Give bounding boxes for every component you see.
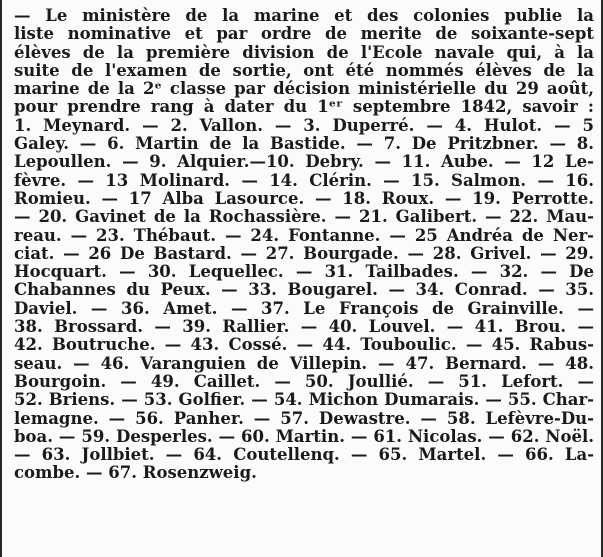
article-line: reau. — 23. Thébaut. — 24. Fontanne. — 25 Andréa de Ner-: [14, 226, 594, 245]
article-line: pour prendre rang à dater du 1ᵉʳ septembre 1842, savoir :: [14, 98, 594, 117]
article-line: boa. — 59. Desperles. — 60. Martin. — 61. Nicolas. — 62. Noël.: [14, 427, 594, 446]
article-line: 1. Meynard. — 2. Vallon. — 3. Duperré. — 4. Hulot. — 5: [14, 116, 594, 135]
article-line: Bourgoin. — 49. Caillet. — 50. Joullié. — 51. Lefort. —: [14, 372, 594, 391]
article-line: Chabannes du Peux. — 33. Bougarel. — 34. Conrad. — 35.: [14, 281, 594, 300]
article-line: — 20. Gavinet de la Rochassière. — 21. Galibert. — 22. Mau-: [14, 208, 594, 227]
article-line: Romieu. — 17 Alba Lasource. — 18. Roux. — 19. Perrotte.: [14, 189, 594, 208]
article-line: Daviel. — 36. Amet. — 37. Le François de Grainville. —: [14, 299, 594, 318]
article-text: [14, 7, 594, 483]
article-line: marine de la 2ᵉ classe par décision ministérielle du 29 août,: [14, 80, 594, 99]
article-line: 52. Briens. — 53. Golfier. — 54. Michon Dumarais. — 55. Char-: [14, 391, 594, 410]
article-line: — 63. Jollbiet. — 64. Coutellenq. — 65. Martel. — 66. La-: [14, 446, 594, 465]
left-edge-shadow: [0, 0, 2, 557]
article-line: fèvre. — 13 Molinard. — 14. Clérin. — 15. Salmon. — 16.: [14, 171, 594, 190]
article-line: liste nominative et par ordre de merite de soixante-sept: [14, 25, 594, 44]
article-line: 38. Brossard. — 39. Rallier. — 40. Louvel. — 41. Brou. —: [14, 318, 594, 337]
article-line: élèves de la première division de l'Ecole navale qui, à la: [14, 43, 594, 62]
article-line: — Le ministère de la marine et des colonies publie la: [14, 7, 594, 25]
article-line: Hocquart. — 30. Lequellec. — 31. Tailbades. — 32. — De: [14, 263, 594, 282]
article-line: combe. — 67. Rosenzweig.: [14, 464, 257, 483]
article-line: Lepoullen. — 9. Alquier.—10. Debry. — 11. Aube. — 12 Le-: [14, 153, 594, 172]
article-line: seau. — 46. Varanguien de Villepin. — 47. Bernard. — 48.: [14, 354, 594, 373]
article-line: suite de l'examen de sortie, ont été nommés élèves de la: [14, 61, 594, 80]
article-line: 42. Boutruche. — 43. Cossé. — 44. Touboulic. — 45. Rabus-: [14, 336, 594, 355]
article-line: Galey. — 6. Martin de la Bastide. — 7. De Pritzbner. — 8.: [14, 135, 594, 154]
article-line: ciat. — 26 De Bastard. — 27. Bourgade. — 28. Grivel. — 29.: [14, 244, 594, 263]
article-line: lemagne. — 56. Panher. — 57. Dewastre. — 58. Lefèvre-Du-: [14, 409, 594, 428]
